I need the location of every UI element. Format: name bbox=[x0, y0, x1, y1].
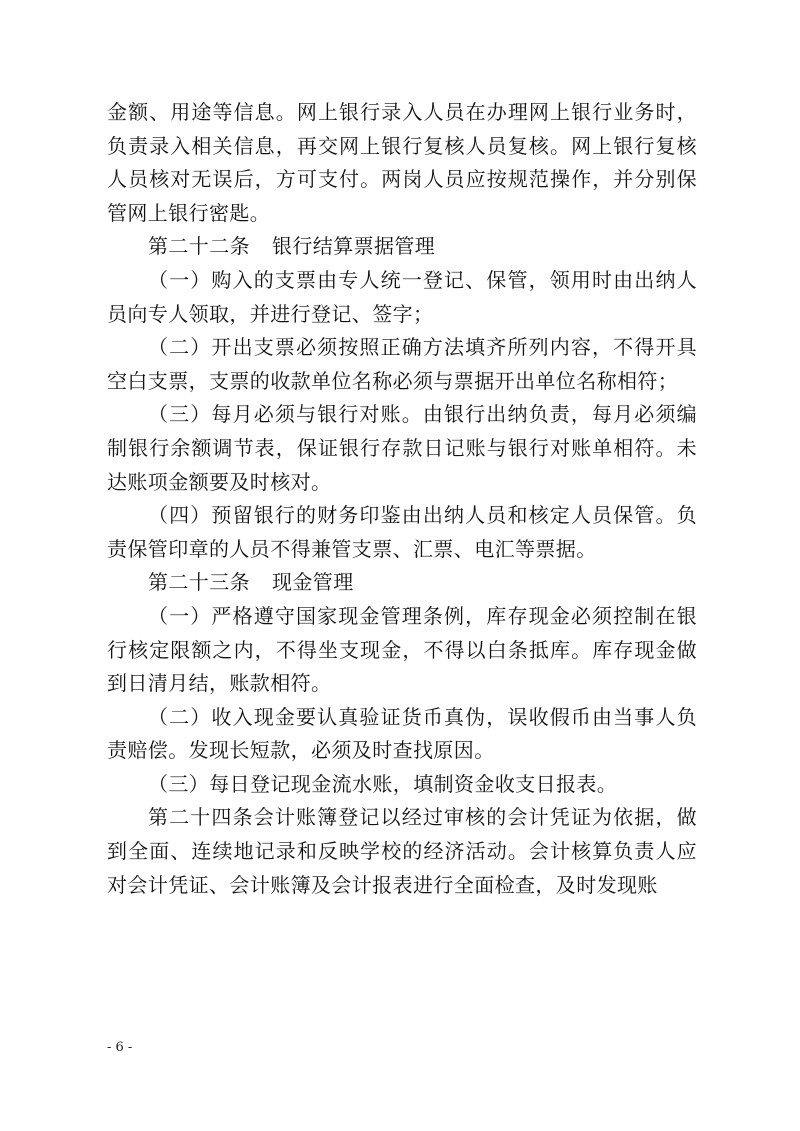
article-number: 第二十四条 bbox=[148, 805, 254, 830]
page-number: - 6 - bbox=[107, 1040, 133, 1055]
list-item: （三）每月必须与银行对账。由银行出纳负责，每月必须编制银行余额调节表，保证银行存款日记账与银行对账单相符。未达账项金额要及时核对。 bbox=[107, 402, 697, 494]
article-paragraph-24 bbox=[107, 801, 697, 902]
article-heading-22 bbox=[107, 230, 697, 264]
article-text: 会计账簿登记以经过审核的会计凭证为依据，做到全面、连续地记录和反映学校的经济活动。会计核算负责人应对会计凭证、会计账簿及会计报表进行全面检查，及时发现账 bbox=[107, 805, 697, 897]
article-title: 银行结算票据管理 bbox=[272, 234, 436, 259]
list-item: （二）收入现金要认真验证货币真伪，误收假币由当事人负责赔偿。发现长短款，必须及时查找原因。 bbox=[107, 704, 697, 763]
list-item: （一）购入的支票由专人统一登记、保管，领用时由出纳人员向专人领取，并进行登记、签字； bbox=[107, 267, 697, 326]
document-body bbox=[107, 96, 697, 902]
list-item: （二）开出支票必须按照正确方法填齐所列内容，不得开具空白支票，支票的收款单位名称必须与票据开出单位名称相符； bbox=[107, 335, 697, 393]
article-number: 第二十三条 bbox=[148, 570, 250, 595]
list-item: （四）预留银行的财务印鉴由出纳人员和核定人员保管。负责保管印章的人员不得兼管支票、汇票、电汇等票据。 bbox=[107, 503, 697, 561]
list-item: （三）每日登记现金流水账，填制资金收支日报表。 bbox=[148, 771, 618, 796]
article-title: 现金管理 bbox=[272, 570, 354, 595]
paragraph-continuation: 金额、用途等信息。网上银行录入人员在办理网上银行业务时，负责录入相关信息，再交网上银行复核人员复核。网上银行复核人员核对无误后，方可支付。两岗人员应按规范操作，并分别保管网上银行密匙。 bbox=[107, 100, 697, 225]
article-heading-23 bbox=[107, 566, 697, 600]
list-item: （一）严格遵守国家现金管理条例，库存现金必须控制在银行核定限额之内，不得坐支现金，不得以白条抵库。库存现金做到日清月结，账款相符。 bbox=[107, 603, 697, 696]
article-number: 第二十二条 bbox=[148, 234, 250, 259]
